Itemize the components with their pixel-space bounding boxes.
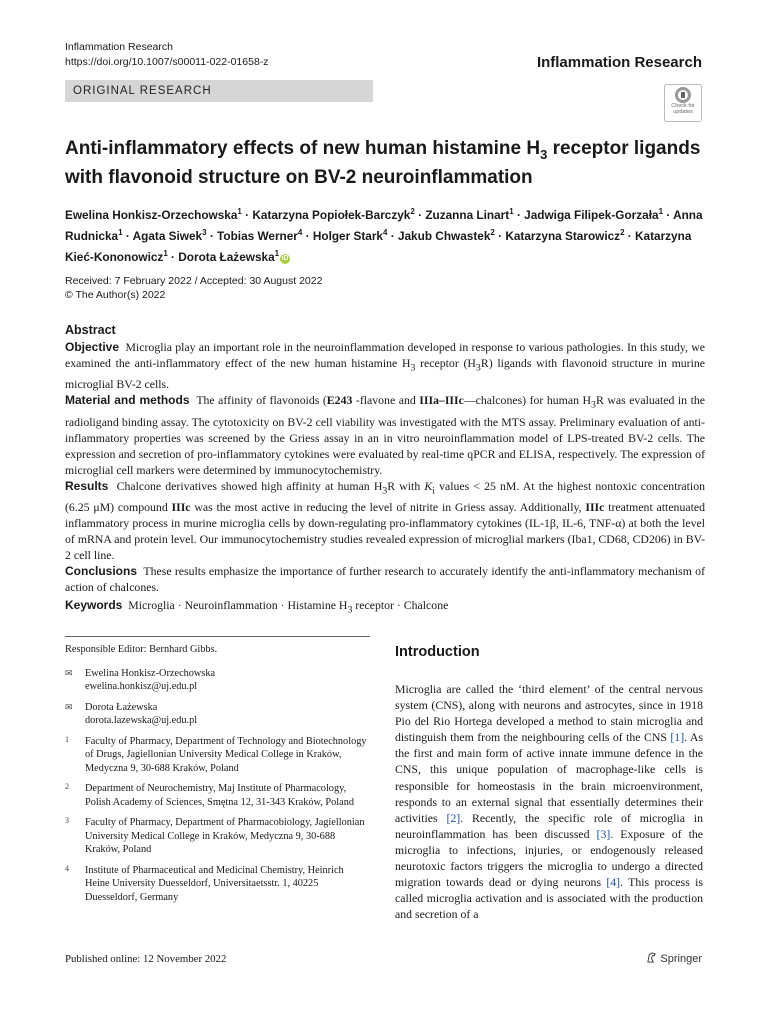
author-affiliation-mark: 1 — [163, 248, 168, 258]
author-name[interactable]: Holger Stark — [312, 228, 383, 243]
affiliation-entry — [65, 816, 370, 857]
affiliation-text: Department of Neurochemistry, Maj Institute of Pharmacology, Polish Academy of Sciences, Smętna 12, 31-343 Kraków, Poland — [85, 783, 355, 808]
contact-list — [65, 667, 370, 728]
author-name[interactable]: Katarzyna Kieć-Kononowicz — [65, 228, 692, 264]
author-name[interactable]: Agata Siwek — [132, 228, 203, 243]
springer-horse-icon — [646, 952, 657, 963]
introduction-text: Microglia are called the ‘third element’ of the central nervous system (CNS), along with neurons and astrocytes, since in 1918 Pio del Rio Hortega developed a method to stain microglia and distinguish them from the neighbouring cells of the CNS [1]. As the first and main form of active innate immune defence in the CNS, this unique population of macrophage-like cells is responsible for homeostasis in the brain microenvironment, responds to an external signal that essentially determines their activities [2]. Recently, the specific role of microglia in neuroinflammation has been discussed [3]. Exposure of the microglia to infections, injuries, or endogenously released neurotoxic factors triggers the microglia to undergo a directed migration towards dead or dying neurons [4]. This process is called microglia activation and is associated with the production and secretion of a — [395, 682, 703, 922]
affiliation-entry — [65, 864, 370, 905]
contact-email[interactable]: ewelina.honkisz@uj.edu.pl — [85, 681, 198, 692]
article-title: Anti-inflammatory effects of new human histamine $H_3$ receptor ligands with flavonoid structure on BV-2 neuroinflammation — [65, 138, 701, 188]
journal-title-right: Inflammation Research — [536, 54, 702, 71]
abstract-objective: Objective Microglia play an important role in the neuroinflammation developed in response to various pathologies. In this study, we examined the anti-inflammatory effect of the new human histamine $H_3$ receptor $(H_3R)$ ligands with flavonoid structure in murine microglial BV-2 cells. — [65, 340, 706, 392]
journal-header — [65, 40, 269, 70]
journal-name: Inflammation Research — [65, 41, 173, 53]
citation-2[interactable]: [2] — [446, 810, 461, 825]
crossmark-icon — [675, 87, 691, 103]
crossmark-text-2: updates — [673, 109, 693, 115]
affiliation-number: 2 — [65, 782, 69, 791]
affiliation-number: 4 — [65, 863, 69, 873]
orcid-icon[interactable]: iD — [281, 254, 289, 262]
email-icon: ✉ — [65, 701, 73, 712]
contact-email[interactable]: dorota.lazewska@uj.edu.pl — [85, 715, 198, 726]
introduction-heading: Introduction — [395, 644, 480, 660]
abstract-conclusions: Conclusions These results emphasize the importance of further research to accurately identify the anti-inflammatory mechanism of action of chalcones. — [65, 564, 705, 595]
citation-4[interactable]: [4] — [606, 875, 621, 890]
author-name[interactable]: Dorota Łażewska — [178, 249, 275, 264]
affiliation-text: Institute of Pharmaceutical and Medicinal Chemistry, Heinrich Heine University Duesseldorf, Universitaetsstr. 1, 40225 Duesseldorf, Germany — [85, 864, 344, 903]
affiliation-number: 3 — [65, 816, 69, 825]
author-affiliation-mark: 2 — [490, 227, 495, 237]
footnotes — [65, 643, 370, 911]
email-icon: ✉ — [65, 667, 73, 678]
author-affiliation-mark: 3 — [202, 227, 207, 237]
author-list: Ewelina Honkisz-Orzechowska$^1$ · Katarzyna Popiołek-Barczyk$^2$ · Zuzanna Linart$^1$ · Jadwiga Filipek-Gorzała$^1$ · Anna Rudnicka$^1$ · Agata Siwek$^3$ · Tobias Werner$^4$ · Holger Stark$^4$ · Jakub Chwastek$^2$ · Katarzyna Starowicz$^2$ · Katarzyna Kieć-Kononowicz$^1$ · Dorota Łażewska$^1$iD — [65, 207, 703, 264]
author-affiliation-mark: 4 — [297, 227, 303, 237]
abstract-results: Results Chalcone derivatives showed high affinity at human $H_3R$ with $K_i$ values < 25 nM. At the highest nontoxic concentration (6.25 μM) compound IIIc was the most active in reducing the level of nitrite in Griess assay. Additionally, IIIc treatment attenuated inflammatory process in murine microglia cells by down-regulating pro-inflammatory cytokines (IL-1β, IL-6, TNF-α) at both the level of mRNA and protein level. Our immunocytochemistry studies revealed expression of microglial markers (Iba1, CD68, CD206) in BV-2 cell line. — [65, 478, 706, 563]
crossmark-badge[interactable] — [664, 84, 702, 122]
author-name[interactable]: Zuzanna Linart — [425, 207, 510, 222]
author-name[interactable]: Jadwiga Filipek-Gorzała — [524, 207, 659, 222]
contact-entry — [65, 701, 370, 728]
abstract-heading: Abstract — [65, 323, 116, 337]
author-affiliation-mark: 1 — [509, 207, 514, 216]
abstract — [65, 322, 705, 595]
author-affiliation-mark: 2 — [410, 207, 415, 216]
author-name[interactable]: Katarzyna Starowicz — [505, 228, 621, 243]
author-name[interactable]: Anna Rudnicka — [65, 207, 703, 243]
contact-entry — [65, 667, 370, 694]
crossmark-text-1: Check for — [671, 103, 695, 109]
copyright: © The Author(s) 2022 — [65, 289, 166, 301]
author-affiliation-mark: 1 — [237, 207, 242, 216]
citation-3[interactable]: [3] — [596, 826, 611, 841]
author-name[interactable]: Katarzyna Popiołek-Barczyk — [252, 207, 411, 222]
section-banner: ORIGINAL RESEARCH — [65, 80, 373, 102]
responsible-editor: Responsible Editor: Bernhard Gibbs. — [65, 644, 218, 655]
doi-link[interactable]: https://doi.org/10.1007/s00011-022-01658-z — [65, 56, 269, 68]
citation-1[interactable]: [1] — [670, 730, 685, 745]
affiliation-entry — [65, 782, 370, 809]
article-dates — [65, 274, 322, 302]
affiliation-text: Faculty of Pharmacy, Department of Pharmacobiology, Jagiellonian University Medical College in Kraków, Medyczna 9, 30-688 Kraków, Poland — [85, 817, 365, 855]
author-affiliation-mark: 2 — [620, 227, 625, 237]
affiliation-list — [65, 735, 370, 905]
author-affiliation-mark: 1 — [274, 248, 280, 258]
author-affiliation-mark: 1 — [118, 227, 123, 237]
abstract-methods: Material and methods The affinity of flavonoids (E243 -flavone and IIIa–IIIc—chalcones) for human $H_3R$ was evaluated in the radioligand binding assay. The cytotoxicity on BV-2 cell viability was investigated with the MTS assay. Preliminary evaluation of anti-inflammatory properties was screened by the Griess assay in an in vitro neuroinflammation model of LPS-treated BV-2 cells. The expression and secretion of pro-inflammatory cytokines were evaluated by real-time qPCR and ELISA, respectively. The expression of microglial cell markers were determined by immunocytochemistry. — [65, 393, 706, 477]
author-affiliation-mark: 4 — [383, 227, 388, 237]
keywords: Keywords Microglia · Neuroinflammation · Histamine $H_3$ receptor · Chalcone — [65, 598, 449, 616]
published-date: Published online: 12 November 2022 — [65, 953, 227, 965]
received-accepted: Received: 7 February 2022 / Accepted: 30 August 2022 — [65, 275, 323, 287]
author-name[interactable]: Tobias Werner — [217, 228, 298, 243]
author-name[interactable]: Ewelina Honkisz-Orzechowska — [65, 207, 238, 222]
contact-name: Ewelina Honkisz-Orzechowska — [85, 667, 216, 679]
author-affiliation-mark: 1 — [658, 207, 664, 216]
footnote-divider — [65, 636, 370, 637]
author-name[interactable]: Jakub Chwastek — [397, 228, 491, 243]
affiliation-entry — [65, 735, 370, 776]
contact-name: Dorota Łażewska — [85, 701, 158, 713]
affiliation-number: 1 — [65, 734, 69, 744]
publisher-logo: Springer — [646, 952, 702, 965]
affiliation-text: Faculty of Pharmacy, Department of Technology and Biotechnology of Drugs, Jagiellonian University Medical College in Kraków, Medyczna 9, 30-688 Kraków, Poland — [85, 735, 367, 774]
